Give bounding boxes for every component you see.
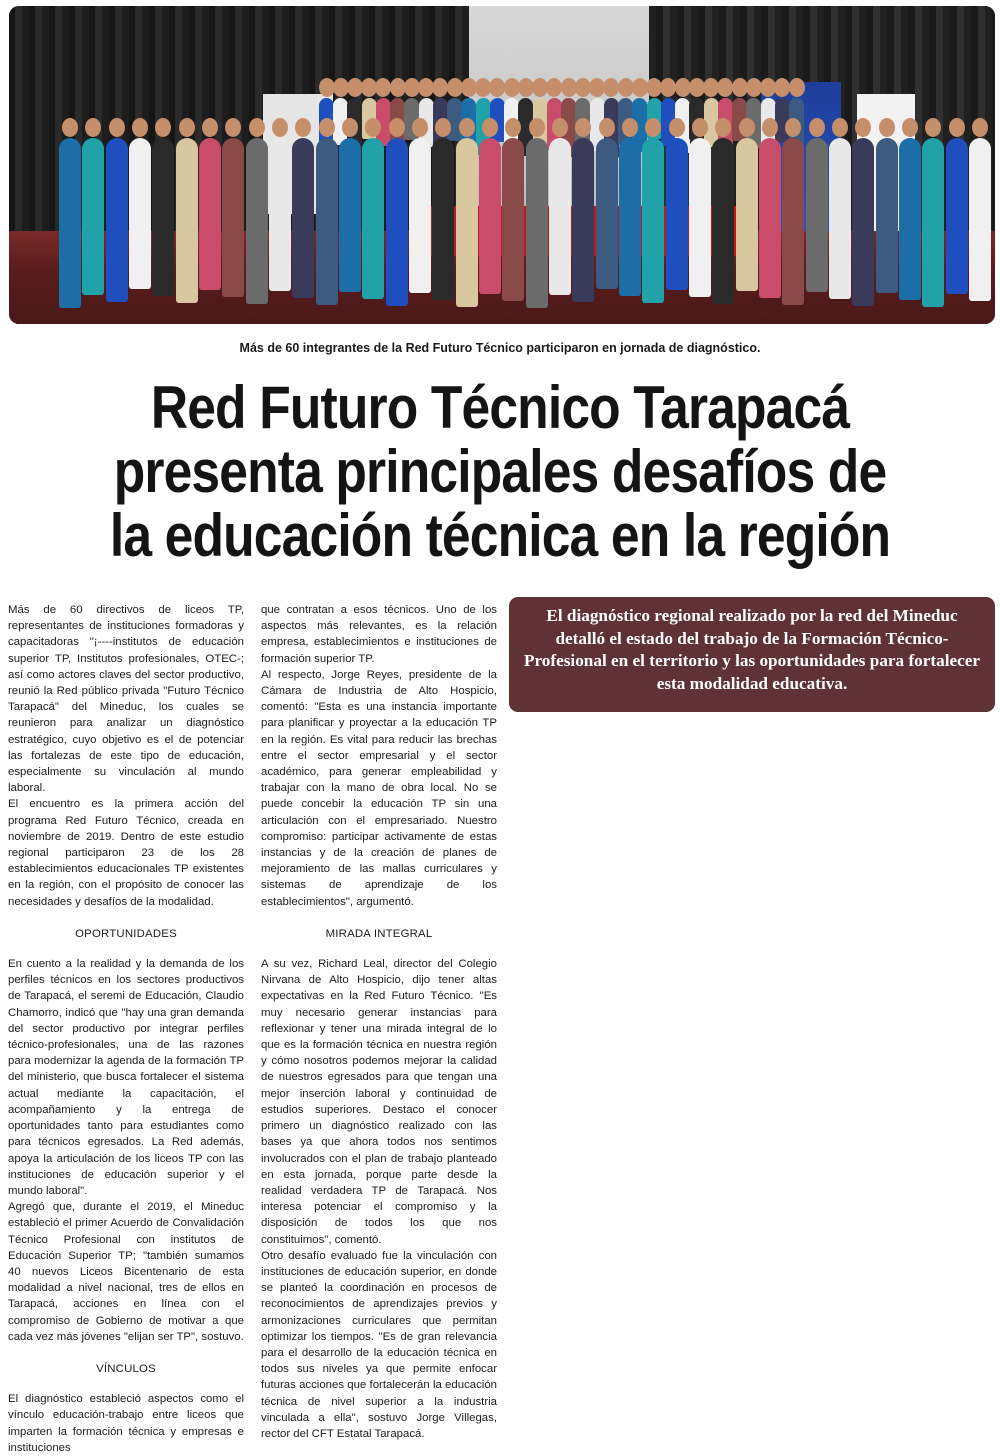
person bbox=[596, 138, 618, 289]
person-head bbox=[85, 118, 101, 137]
person bbox=[666, 138, 688, 290]
person-head bbox=[546, 78, 562, 97]
person-head bbox=[832, 118, 848, 137]
person-head bbox=[482, 118, 498, 137]
headline-line-2: presenta principales desafíos de bbox=[113, 438, 887, 505]
person-head bbox=[62, 118, 78, 137]
person-head bbox=[762, 118, 778, 137]
person-head bbox=[603, 78, 619, 97]
person bbox=[782, 138, 804, 305]
headline-line-1: Red Futuro Técnico Tarapacá bbox=[150, 374, 850, 441]
person-head bbox=[879, 118, 895, 137]
person-head bbox=[389, 118, 405, 137]
paragraph: Otro desafío evaluado fue la vinculación con instituciones de educación superior, en donde se planteó la coordinación en procesos de reconocimientos de aprendizajes previos y armonizaciones curriculares que permitan optimizar los tiempos. "Es de gran relevancia para el desarrollo de la educación técnica en todos sus niveles ya que permite enfocar futuras acciones que fortalecerán la educación técnica de nivel superior a la industria vinculada a ella", sostuvo Jorge Villegas, rector del CFT Estatal Tarapacá. bbox=[261, 1249, 497, 1440]
person bbox=[806, 138, 828, 292]
person-head bbox=[459, 118, 475, 137]
person-head bbox=[319, 118, 335, 137]
person bbox=[386, 138, 408, 306]
people-group bbox=[29, 76, 989, 316]
person-head bbox=[132, 118, 148, 137]
person bbox=[876, 138, 898, 293]
paragraph: Al respecto, Jorge Reyes, presidente de la Cámara de Industria de Alto Hospicio, comentó: "Esta es una instancia importante para planificar y proyectar a la educación TP en la región. Es vital para reducir las brechas entre el sector empresarial y el sector académico, para generar empleabilidad y trabajar con la mano de obra local. No se puede concebir la educación TP sin una articulación con el empresariado. Nuestro compromiso: participar activamente de estas instancias y de la creación de planes de mejoramiento de las mallas curriculares y sistemas de aprendizaje de los establecimientos", argumentó. bbox=[261, 668, 497, 908]
person bbox=[432, 138, 454, 300]
person bbox=[712, 138, 734, 304]
subheading-mirada-integral: MIRADA INTEGRAL bbox=[325, 927, 433, 940]
person-head bbox=[789, 78, 805, 97]
article-column-1 bbox=[8, 602, 244, 1456]
paragraph: que contratan a esos técnicos. Uno de los aspectos más relevantes, es la relación empresa, establecimientos e instituciones de formación superior TP. bbox=[261, 604, 497, 665]
person bbox=[572, 138, 594, 302]
person-head bbox=[855, 118, 871, 137]
person-head bbox=[599, 118, 615, 137]
person-head bbox=[622, 118, 638, 137]
person-head bbox=[225, 118, 241, 137]
person-head bbox=[109, 118, 125, 137]
person-head bbox=[925, 118, 941, 137]
person bbox=[199, 138, 221, 290]
person-head bbox=[660, 78, 676, 97]
person bbox=[59, 138, 81, 308]
subheading-vinculos: VÍNCULOS bbox=[96, 1362, 156, 1375]
paragraph: Más de 60 directivos de liceos TP, representantes de instituciones formadoras y capacitadoras "¡----institutos de educación superior TP, Institutos profesionales, OTEC-; así como actores claves del sector productivo, reunió la Red público privada "Futuro Técnico Tarapacá" del Mineduc, los cuales se reunieron para analizar un diagnóstico estratégico, cuyo objetivo es el de potenciar las fortalezas de este tipo de educación, especialmente su vinculación al mundo laboral. bbox=[8, 604, 244, 795]
paragraph: A su vez, Richard Leal, director del Colegio Nirvana de Alto Hospicio, dijo tener altas expectativas en la Red Futuro Técnico. "Es muy necesario generar instancias para reflexionar y tener una mirada integral de lo que es la formación técnica en nuestra región y cómo nosotros podemos mejorar la calidad de nuestros egresados para que tengan una mejor inserción laboral y continuidad de estudios superiores. Destaco el conocer primero un diagnóstico realizado con las bases ya que ahora todos nos sentimos involucrados con el plan de trabajo planteado en esta jornada, porque parte desde la realidad verdadera TP de Tarapacá. Nos interesa potenciar el compromiso y la disposición de todos los que nos constituimos", comentó. bbox=[261, 958, 497, 1246]
person bbox=[946, 138, 968, 294]
person-head bbox=[295, 118, 311, 137]
person-head bbox=[774, 78, 790, 97]
paragraph: El encuentro es la primera acción del programa Red Futuro Técnico, creada en noviembre de 2019. Dentro de este estudio regional participaron 23 de los 28 establecimientos educacionales TP existentes en la región, con el propósito de conocer las necesidades y desafíos de la modalidad. bbox=[8, 798, 244, 908]
person-head bbox=[972, 118, 988, 137]
person bbox=[456, 138, 478, 307]
article-column-2 bbox=[261, 602, 497, 1442]
person bbox=[269, 138, 291, 291]
person bbox=[502, 138, 524, 301]
group-photo bbox=[9, 6, 995, 324]
paragraph: El diagnóstico estableció aspectos como el vínculo educación-trabajo entre liceos que imparten la formación técnica y empresas e instituciones bbox=[8, 1393, 244, 1454]
person bbox=[339, 138, 361, 292]
headline-line-3: la educación técnica en la región bbox=[109, 502, 891, 569]
person bbox=[222, 138, 244, 297]
person-head bbox=[552, 118, 568, 137]
person-head bbox=[272, 118, 288, 137]
person bbox=[129, 138, 151, 289]
person bbox=[106, 138, 128, 302]
person-head bbox=[529, 118, 545, 137]
subheading-oportunidades: OPORTUNIDADES bbox=[75, 927, 177, 940]
person-head bbox=[902, 118, 918, 137]
person bbox=[447, 98, 462, 141]
person bbox=[176, 138, 198, 303]
person bbox=[292, 138, 314, 298]
person bbox=[759, 138, 781, 298]
person bbox=[969, 138, 991, 301]
paragraph: Agregó que, durante el 2019, el Mineduc estableció el primer Acuerdo de Convalidación Técnico Profesional con institutos de Educación Superior TP; "también sumamos 40 nuevos Liceos Bicentenario de esta modalidad a nivel nacional, tres de ellos en Tarapacá, acciones en línea con el compromiso de Gobierno de motivar a que cada vez más jóvenes "elijan ser TP", sostuvo. bbox=[8, 1201, 244, 1343]
pull-quote-box: El diagnóstico regional realizado por la red del Mineduc detalló el estado del trabajo de la Formación Técnico-Profesional en el territorio y las oportunidades para fortalecer esta modalidad educativa. bbox=[509, 597, 995, 712]
person-head bbox=[412, 118, 428, 137]
headline bbox=[87, 376, 913, 568]
person-head bbox=[342, 118, 358, 137]
person bbox=[362, 138, 384, 299]
photo-caption: Más de 60 integrantes de la Red Futuro Técnico participaron en jornada de diagnóstico. bbox=[239, 341, 761, 355]
person bbox=[82, 138, 104, 295]
paragraph: En cuento a la realidad y la demanda de los perfiles técnicos en los sectores productivos de Tarapacá, el seremi de Educación, Claudio Chamorro, indicó que "hay una gran demanda del sector productivo por integrar perfiles técnico-profesionales, una de las razones para modernizar la agenda de la formación TP del ministerio, que busca fortalecer el sistema actual mediante la capacitación, el acompañamiento y la entrega de oportunidades tanto para estudiantes como para técnicos egresados. La Red además, apoya la articulación de los liceos TP con las instituciones de educación superior y el mundo laboral". bbox=[8, 958, 244, 1197]
person bbox=[526, 138, 548, 308]
person bbox=[246, 138, 268, 304]
person bbox=[689, 138, 711, 297]
person-head bbox=[179, 118, 195, 137]
person bbox=[479, 138, 501, 294]
person-head bbox=[717, 78, 733, 97]
person-head bbox=[809, 118, 825, 137]
person bbox=[852, 138, 874, 306]
person bbox=[619, 138, 641, 296]
person bbox=[549, 138, 571, 295]
person-head bbox=[949, 118, 965, 137]
person-head bbox=[669, 118, 685, 137]
person bbox=[829, 138, 851, 299]
person bbox=[642, 138, 664, 303]
person bbox=[736, 138, 758, 291]
person-head bbox=[202, 118, 218, 137]
person-head bbox=[739, 118, 755, 137]
person-head bbox=[249, 118, 265, 137]
person-head bbox=[155, 118, 171, 137]
person bbox=[152, 138, 174, 296]
person-head bbox=[692, 118, 708, 137]
person bbox=[899, 138, 921, 300]
person bbox=[316, 138, 338, 305]
person bbox=[409, 138, 431, 293]
person bbox=[922, 138, 944, 307]
